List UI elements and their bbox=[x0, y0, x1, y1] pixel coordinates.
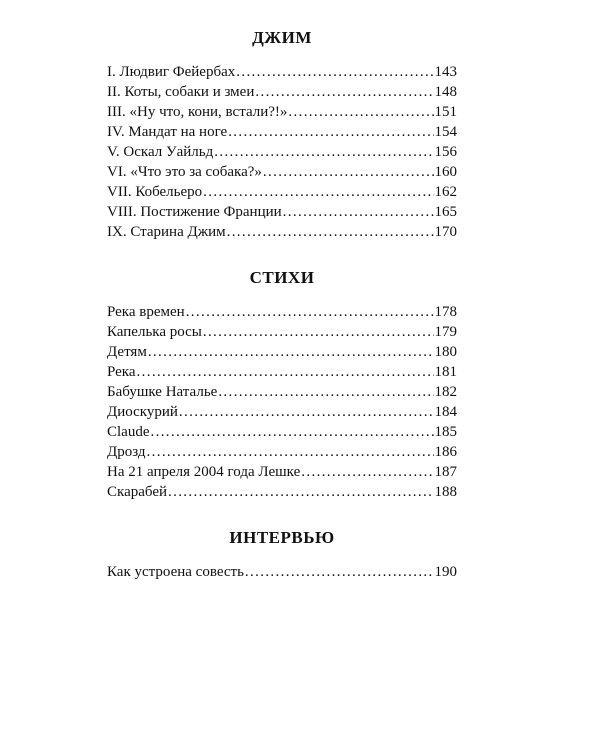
entry-page-number: 170 bbox=[434, 224, 457, 240]
toc-entry[interactable] bbox=[107, 102, 457, 122]
entry-label: Скарабей bbox=[107, 484, 167, 500]
section-jim bbox=[107, 24, 457, 242]
toc-entry[interactable] bbox=[107, 402, 457, 422]
entry-label: VIII. Постижение Франции bbox=[107, 204, 282, 220]
entry-page-number: 160 bbox=[434, 164, 457, 180]
entry-label: Река bbox=[107, 364, 136, 380]
dot-leader bbox=[283, 202, 434, 222]
toc-entry[interactable] bbox=[107, 562, 457, 582]
section-title: ДЖИМ bbox=[252, 28, 312, 47]
dot-leader bbox=[288, 102, 433, 122]
entry-page-number: 148 bbox=[434, 84, 457, 100]
dot-leader bbox=[137, 362, 434, 382]
toc-entry[interactable] bbox=[107, 302, 457, 322]
entry-page-number: 151 bbox=[434, 104, 457, 120]
toc-entry[interactable] bbox=[107, 122, 457, 142]
toc-entry[interactable] bbox=[107, 422, 457, 442]
toc-entry[interactable] bbox=[107, 362, 457, 382]
entry-label: VII. Кобельеро bbox=[107, 184, 203, 200]
dot-leader bbox=[255, 82, 433, 102]
toc-entry[interactable] bbox=[107, 162, 457, 182]
section-title: СТИХИ bbox=[249, 268, 315, 287]
entry-label: IX. Старина Джим bbox=[107, 224, 226, 240]
toc-entry[interactable] bbox=[107, 462, 457, 482]
entry-label: V. Оскал Уайльд bbox=[107, 144, 214, 160]
entry-page-number: 185 bbox=[434, 424, 457, 440]
dot-leader bbox=[151, 422, 434, 442]
toc-entry[interactable] bbox=[107, 222, 457, 242]
toc-entry[interactable] bbox=[107, 142, 457, 162]
entry-page-number: 181 bbox=[434, 364, 457, 380]
dot-leader bbox=[301, 462, 433, 482]
dot-leader bbox=[227, 222, 434, 242]
entry-page-number: 179 bbox=[434, 324, 457, 340]
toc-entry[interactable] bbox=[107, 202, 457, 222]
entry-label: Дрозд bbox=[107, 444, 146, 460]
section-interview bbox=[107, 524, 457, 582]
dot-leader bbox=[245, 562, 434, 582]
entry-page-number: 182 bbox=[434, 384, 457, 400]
entry-label: VI. «Что это за собака?» bbox=[107, 164, 262, 180]
dot-leader bbox=[236, 62, 433, 82]
entry-label: Claude bbox=[107, 424, 150, 440]
entry-label: Детям bbox=[107, 344, 147, 360]
entry-page-number: 180 bbox=[434, 344, 457, 360]
entry-label: III. «Ну что, кони, встали?!» bbox=[107, 104, 288, 120]
entry-page-number: 188 bbox=[434, 484, 457, 500]
entry-label: II. Коты, собаки и змеи bbox=[107, 84, 255, 100]
dot-leader bbox=[263, 162, 434, 182]
dot-leader bbox=[186, 302, 434, 322]
toc-entry[interactable] bbox=[107, 62, 457, 82]
entry-page-number: 190 bbox=[434, 564, 457, 580]
entry-list bbox=[107, 562, 457, 582]
entry-list bbox=[107, 302, 457, 502]
toc-entry[interactable] bbox=[107, 342, 457, 362]
entry-page-number: 143 bbox=[434, 64, 457, 80]
section-title: ИНТЕРВЬЮ bbox=[229, 528, 335, 547]
dot-leader bbox=[203, 322, 434, 342]
toc-entry[interactable] bbox=[107, 182, 457, 202]
dot-leader bbox=[147, 442, 434, 462]
entry-page-number: 156 bbox=[434, 144, 457, 160]
entry-page-number: 187 bbox=[434, 464, 457, 480]
toc-entry[interactable] bbox=[107, 322, 457, 342]
toc-entry[interactable] bbox=[107, 482, 457, 502]
entry-label: IV. Мандат на ноге bbox=[107, 124, 228, 140]
entry-page-number: 184 bbox=[434, 404, 457, 420]
entry-label: На 21 апреля 2004 года Лешке bbox=[107, 464, 301, 480]
entry-page-number: 178 bbox=[434, 304, 457, 320]
entry-page-number: 154 bbox=[434, 124, 457, 140]
entry-page-number: 162 bbox=[434, 184, 457, 200]
entry-label: Как устроена совесть bbox=[107, 564, 244, 580]
dot-leader bbox=[168, 482, 434, 502]
dot-leader bbox=[148, 342, 434, 362]
entry-list bbox=[107, 62, 457, 242]
dot-leader bbox=[214, 142, 433, 162]
entry-label: Капелька росы bbox=[107, 324, 202, 340]
section-poems bbox=[107, 264, 457, 502]
table-of-contents bbox=[107, 24, 457, 582]
entry-label: Река времен bbox=[107, 304, 185, 320]
toc-entry[interactable] bbox=[107, 382, 457, 402]
entry-label: Диоскурий bbox=[107, 404, 178, 420]
entry-page-number: 165 bbox=[434, 204, 457, 220]
toc-entry[interactable] bbox=[107, 82, 457, 102]
dot-leader bbox=[218, 382, 433, 402]
entry-label: I. Людвиг Фейербах bbox=[107, 64, 236, 80]
dot-leader bbox=[203, 182, 433, 202]
toc-entry[interactable] bbox=[107, 442, 457, 462]
entry-label: Бабушке Наталье bbox=[107, 384, 218, 400]
entry-page-number: 186 bbox=[434, 444, 457, 460]
dot-leader bbox=[228, 122, 433, 142]
dot-leader bbox=[179, 402, 434, 422]
